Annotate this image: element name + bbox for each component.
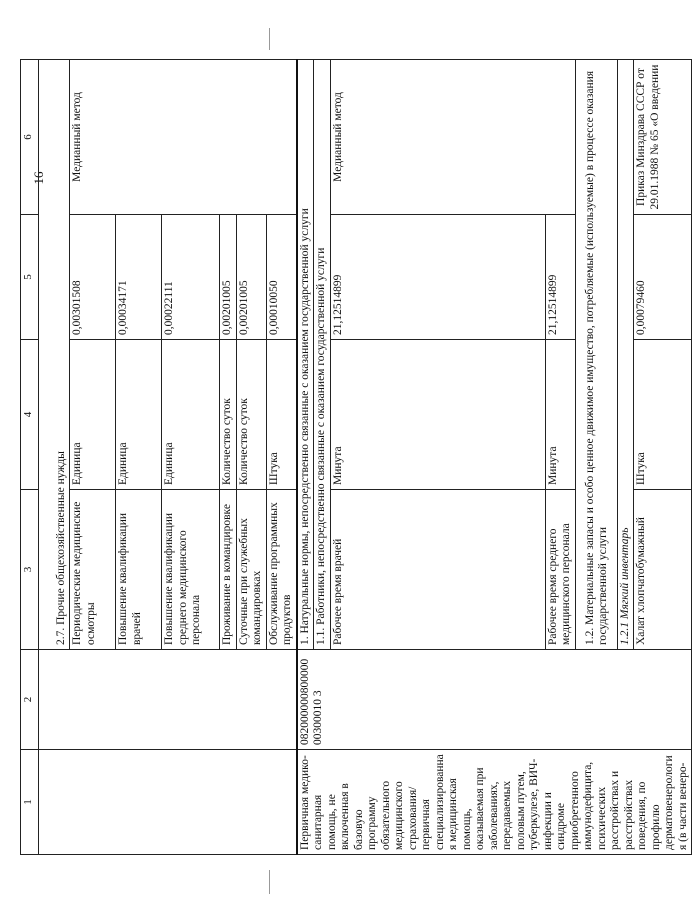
row-unit: Штука: [266, 340, 297, 490]
header-col-2: 2: [21, 650, 39, 750]
norms-table: [20, 59, 692, 855]
fold-mark-top: [269, 28, 270, 50]
row-unit: Штука: [634, 340, 692, 490]
row-value: 0,00034171: [116, 215, 162, 340]
table-row: [116, 60, 162, 855]
row-value: 0,00010050: [266, 215, 297, 340]
row-unit: Минута: [330, 340, 545, 490]
section-natural-norms: 1. Натуральные нормы, непосредственно связанные с оказанием государственной услуги: [297, 60, 314, 650]
page-number: 16: [31, 171, 46, 185]
rotated-page-area: [20, 60, 689, 855]
row-value: 21,12514899: [545, 215, 575, 340]
row-name: Обслуживание программных продуктов: [266, 490, 297, 650]
service-section-row: [297, 60, 314, 855]
row-unit: Количество суток: [236, 340, 266, 490]
row-value: 0,00022111: [162, 215, 220, 340]
row-value: 0,00079460: [634, 215, 692, 340]
row-name: Повышение квалификации среднего медицинского персонала: [162, 490, 220, 650]
row-value: 21,12514899: [330, 215, 545, 340]
header-col-5: 5: [21, 215, 39, 340]
table-row: [220, 60, 237, 855]
row-unit: Минута: [545, 340, 575, 490]
row-method: Медианный метод: [70, 60, 116, 215]
header-col-3: 3: [21, 490, 39, 650]
row-unit: Количество суток: [220, 340, 237, 490]
row-unit: Единица: [70, 340, 116, 490]
service-code: 08200000080000000300010 3: [297, 650, 692, 750]
row-name: Суточные при служебных командировках: [236, 490, 266, 650]
row-name: Халат хлопчатобумажный: [634, 490, 692, 650]
section-soft-inventory: 1.2.1 Мягкий инвентарь: [617, 60, 634, 650]
fold-mark-bottom: [269, 870, 270, 894]
section-materials: 1.2. Материальные запасы и особо ценное движимое имущество, потребляемые (используемые) в процессе оказания государственной услуги: [575, 60, 617, 650]
service-name: Первичная медико-санитарная помощь, не включенная в базовую программу обязательного медицинского страхования/первичная специализированная медицинская помощь, оказываемая при заболеваниях, передаваемых половым путем, туберкулезе, ВИЧ-инфекции и синдроме приобретенного иммунодефицита, психических расстройствах и расстройствах поведения, по профилю дерматовенерология (в части венеро-: [297, 750, 692, 855]
header-col-1: 1: [21, 750, 39, 855]
header-col-6: 6: [21, 60, 39, 215]
row-value: 0,00301508: [70, 215, 116, 340]
section-other-needs: 2.7. Прочие общехозяйственные нужды: [39, 60, 70, 650]
table-row: [162, 60, 220, 855]
table-row: [236, 60, 266, 855]
row-unit: Единица: [162, 340, 220, 490]
section-row-other: [39, 60, 70, 855]
row-name: Проживание в командировке: [220, 490, 237, 650]
table-row: [70, 60, 116, 855]
row-unit: Единица: [116, 340, 162, 490]
row-value: 0,00201005: [236, 215, 266, 340]
norms-table-container: [20, 60, 689, 855]
row-name: Рабочее время врачей: [330, 490, 545, 650]
row-name: Рабочее время среднего медицинского персонала: [545, 490, 575, 650]
row-method: Медианный метод: [330, 60, 575, 215]
row-method: Приказ Минздрава СССР от 29.01.1988 № 65 «О введении: [634, 60, 692, 215]
row-value: 0,00201005: [220, 215, 237, 340]
section-workers: 1.1. Работники, непосредственно связанные с оказанием государственной услуги: [314, 60, 331, 650]
row-name: Периодические медицинские осмотры: [70, 490, 116, 650]
table-row: [266, 60, 297, 855]
row-name: Повышение квалификации врачей: [116, 490, 162, 650]
header-col-4: 4: [21, 340, 39, 490]
header-row: [21, 60, 39, 855]
